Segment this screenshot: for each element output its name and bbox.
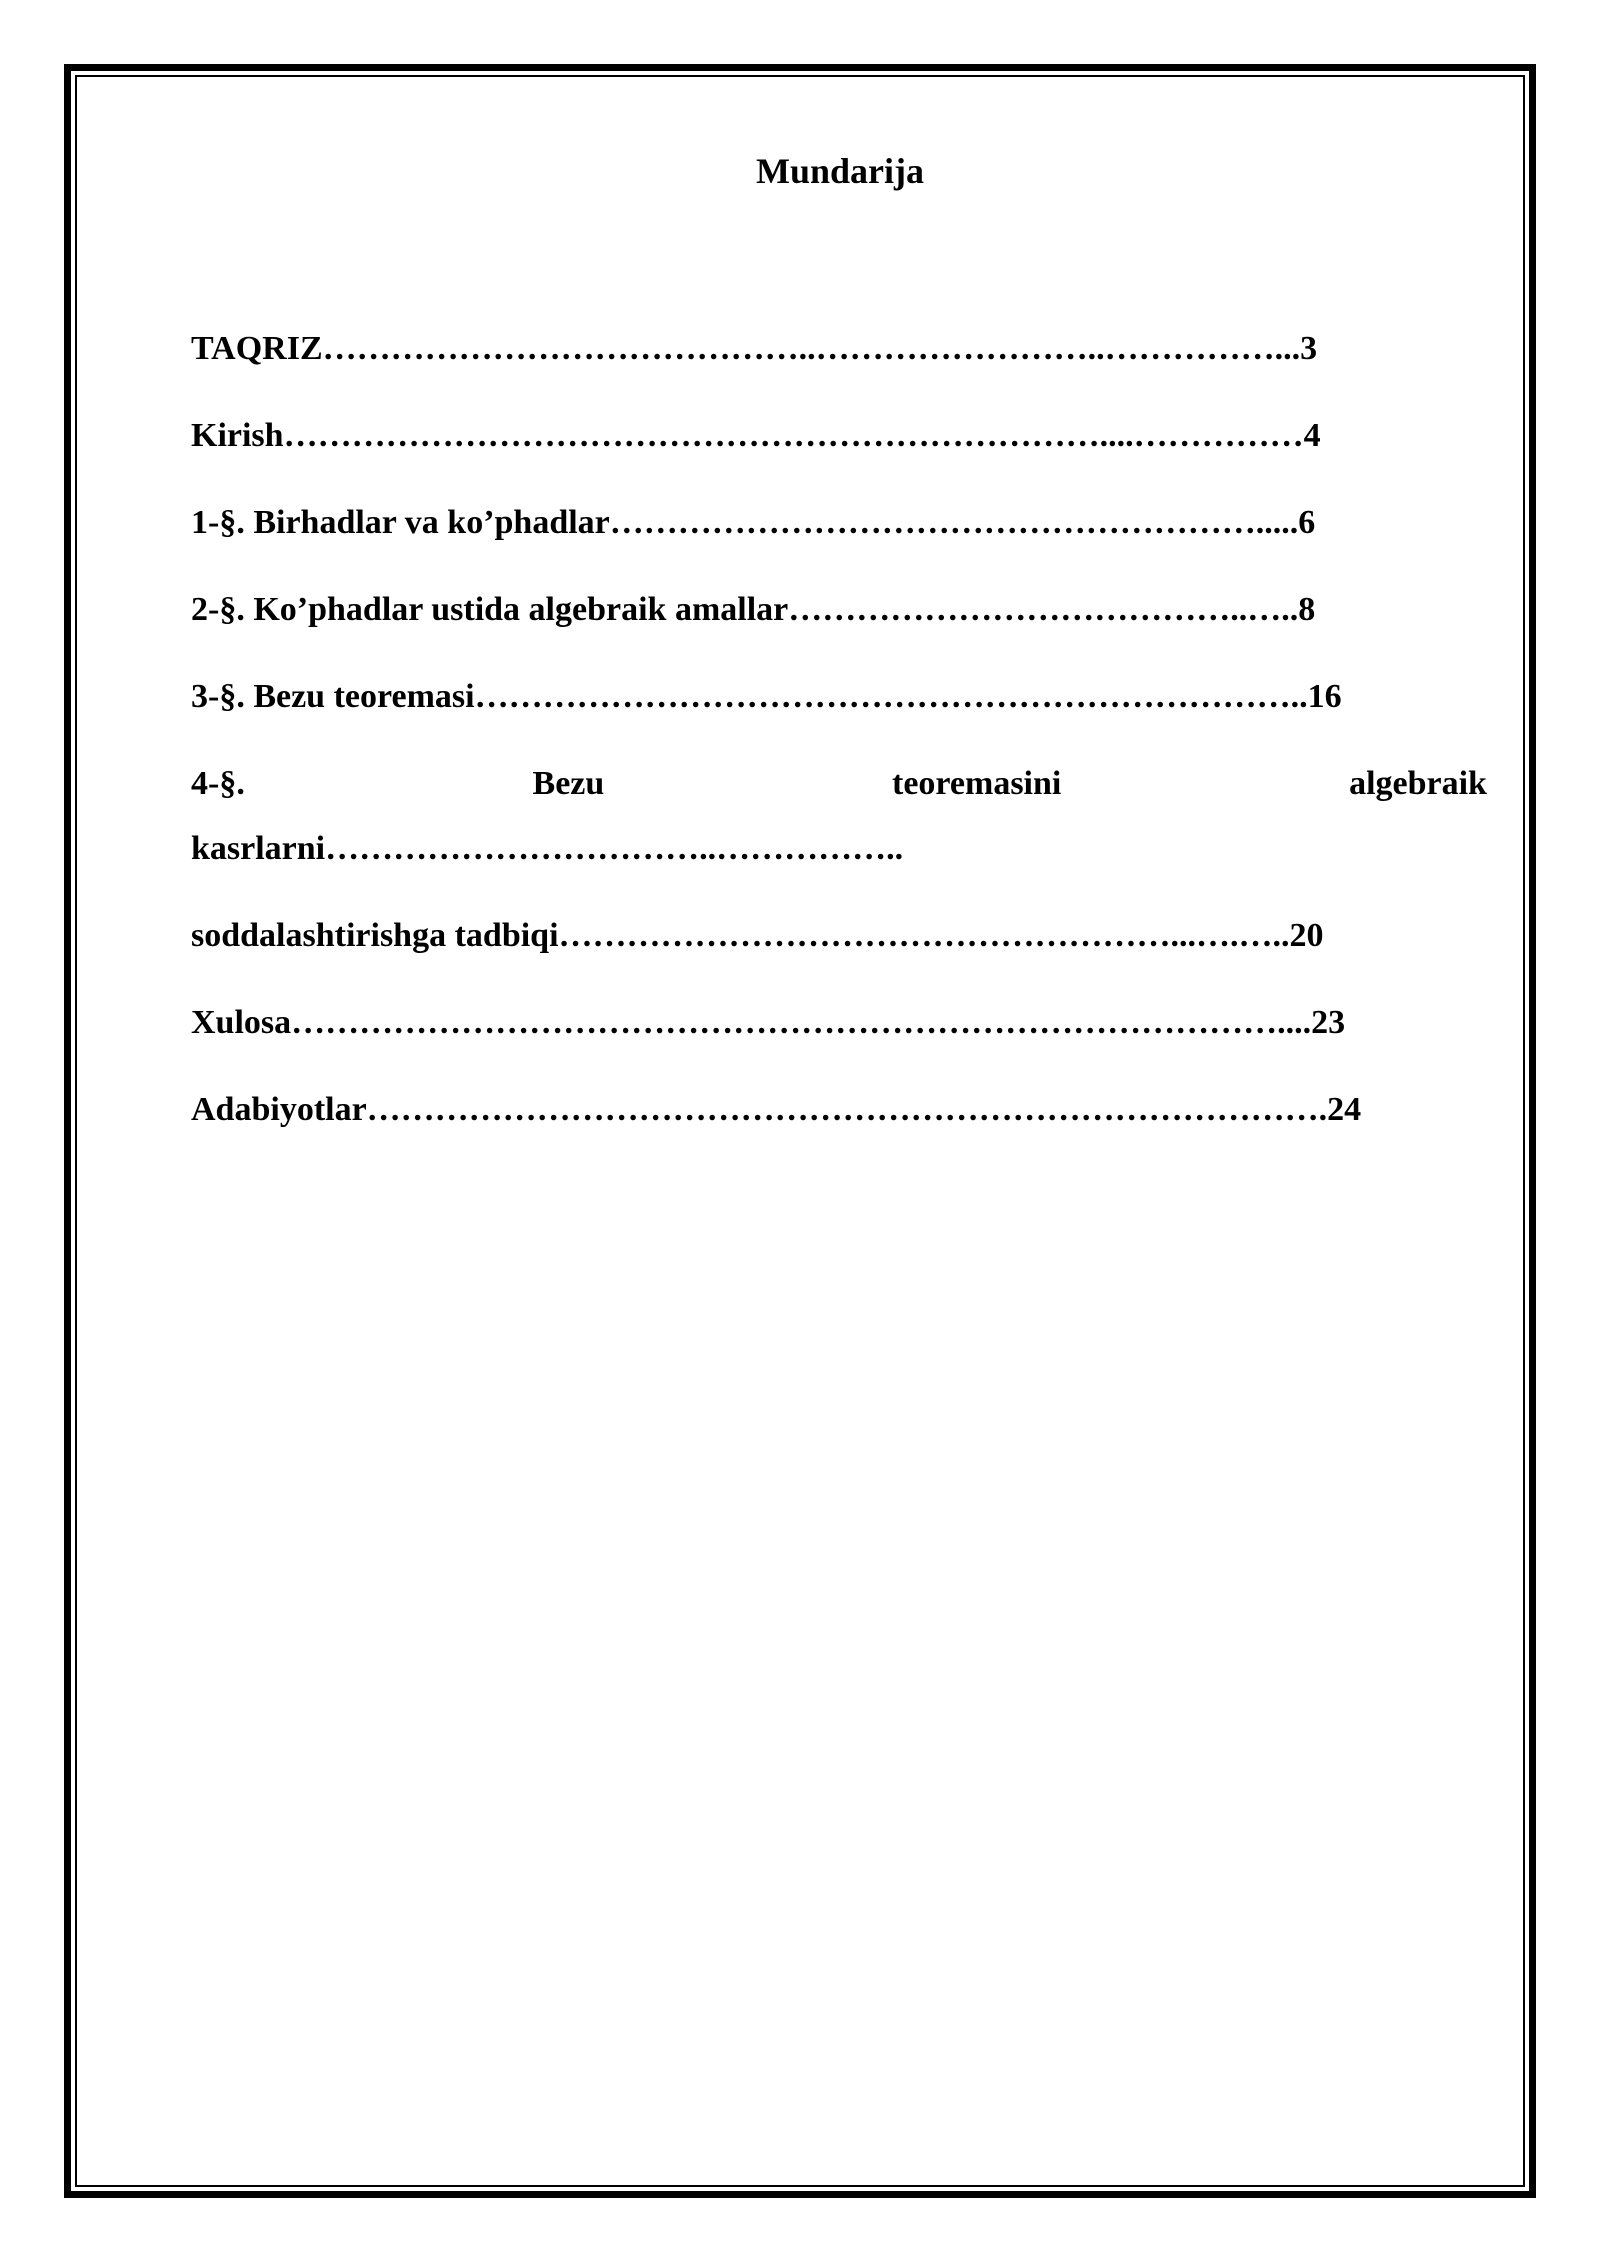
toc-entry-section-4-line-1 [191,764,1487,805]
page-border-inner [75,75,1525,2187]
toc-entry-kirish: Kirish………………………………………………………………....……………4 [191,417,1321,454]
toc-word: algebraik [1349,765,1487,802]
toc-word: teoremasini [892,765,1062,802]
toc-title: Mundarija [755,151,924,191]
toc-entry-section-1: 1-§. Birhadlar va ko’phadlar………………………………………………….....6 [191,504,1316,541]
toc-entry-section-4-line-3: soddalashtirishga tadbiqi………………………………………………...….…..20 [191,917,1324,954]
toc-entry-taqriz: TAQRIZ……………………………………..……………………..……………...3 [191,330,1318,367]
toc-entry-section-3: 3-§. Bezu teoremasi………………………………………………………………..16 [191,678,1342,715]
toc-entry-section-2: 2-§. Ko’phadlar ustida algebraik amallar…………………………………..…..8 [191,591,1316,628]
toc-word: 4-§. [191,765,245,802]
toc-word: Bezu [532,765,605,802]
toc-entry-xulosa: Xulosa……………………………………………………………………………....23 [191,1004,1346,1041]
toc-entry-adabiyotlar: Adabiyotlar………………………………………………………………………….24 [191,1091,1362,1128]
toc-entry-section-4-line-2: kasrlarni……………………………..…………….. [191,830,904,867]
